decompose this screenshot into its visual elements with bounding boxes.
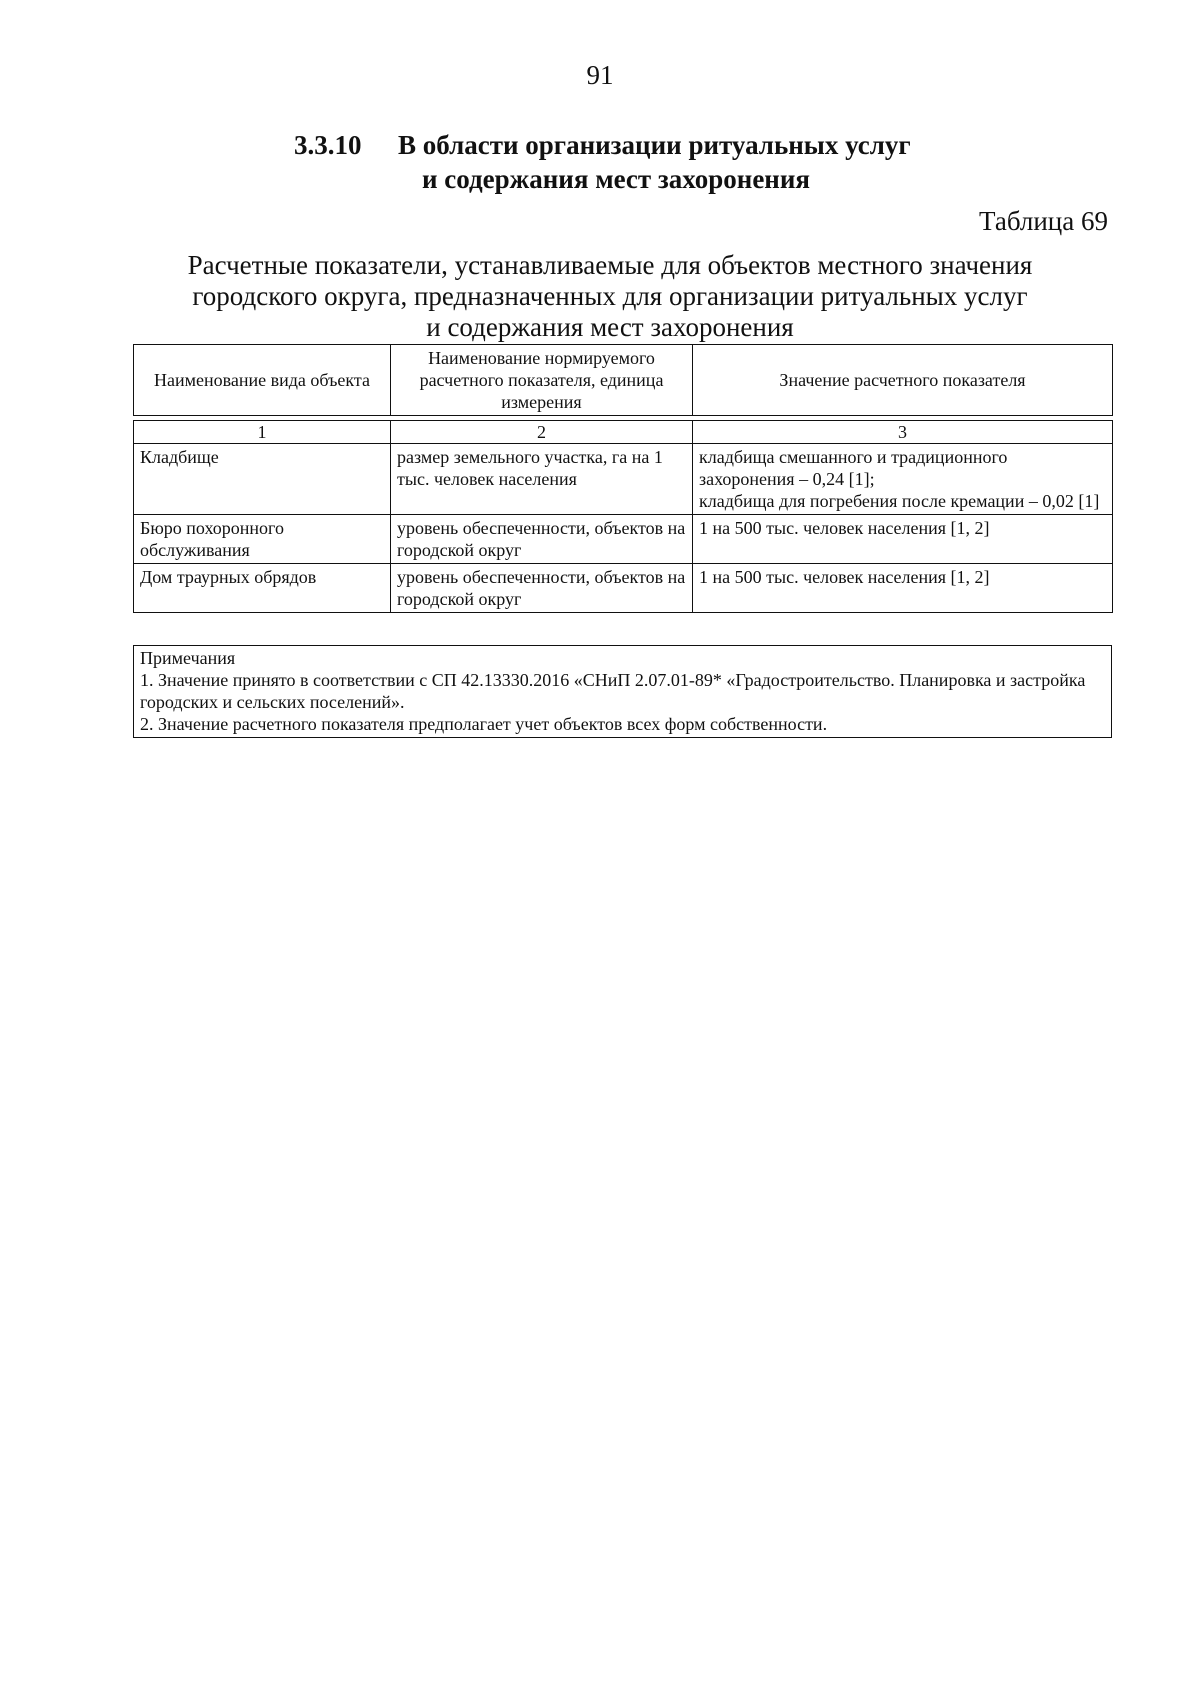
object-name: Кладбище: [134, 444, 391, 515]
object-name: Дом траурных обрядов: [134, 564, 391, 613]
table-header-row: [134, 345, 1113, 416]
note-item: 2. Значение расчетного показателя предполагает учет объектов всех форм собственности.: [140, 714, 828, 734]
table-row: [134, 564, 1113, 613]
object-name: Бюро похоронного обслуживания: [134, 515, 391, 564]
header-indicator: Наименование нормируемого расчетного показателя, единица измерения: [391, 345, 693, 416]
page-number: 91: [586, 60, 614, 90]
header-value: Значение расчетного показателя: [693, 345, 1113, 416]
indicator-value: 1 на 500 тыс. человек населения [1, 2]: [693, 564, 1113, 613]
indicators-table: [133, 344, 1113, 613]
indicator-name: размер земельного участка, га на 1 тыс. человек населения: [391, 444, 693, 515]
notes-box: [133, 645, 1112, 738]
indicator-value: 1 на 500 тыс. человек населения [1, 2]: [693, 515, 1113, 564]
indicator-value: [693, 444, 1113, 515]
table-caption: Таблица 69: [979, 206, 1108, 236]
table-title-line1: Расчетные показатели, устанавливаемые для объектов местного значения: [187, 250, 1033, 280]
note-item: 1. Значение принято в соответствии с СП 42.13330.2016 «СНиП 2.07.01-89* «Градостроительство. Планировка и застройка городских и сельских поселений».: [140, 670, 1086, 712]
column-number: 2: [391, 421, 693, 444]
table-row: [134, 515, 1113, 564]
column-number: 3: [693, 421, 1113, 444]
header-object-type: Наименование вида объекта: [134, 345, 391, 416]
notes-heading: Примечания: [140, 648, 236, 668]
indicator-value-line: кладбища для погребения после кремации – 0,02 [1]: [699, 491, 1100, 511]
column-number: 1: [134, 421, 391, 444]
table-title-line3: и содержания мест захоронения: [426, 312, 794, 342]
section-heading: [294, 128, 911, 196]
indicator-name: уровень обеспеченности, объектов на городской округ: [391, 564, 693, 613]
section-number: 3.3.10: [294, 130, 362, 160]
indicator-name: уровень обеспеченности, объектов на городской округ: [391, 515, 693, 564]
section-title-line2: и содержания мест захоронения: [422, 164, 811, 194]
section-title-line1: В области организации ритуальных услуг: [398, 130, 911, 160]
table-title: [130, 250, 1090, 343]
column-number-row: [134, 421, 1113, 444]
table-title-line2: городского округа, предназначенных для организации ритуальных услуг: [192, 281, 1028, 311]
table-row: [134, 444, 1113, 515]
indicator-value-line: кладбища смешанного и традиционного захоронения – 0,24 [1];: [699, 447, 1008, 489]
